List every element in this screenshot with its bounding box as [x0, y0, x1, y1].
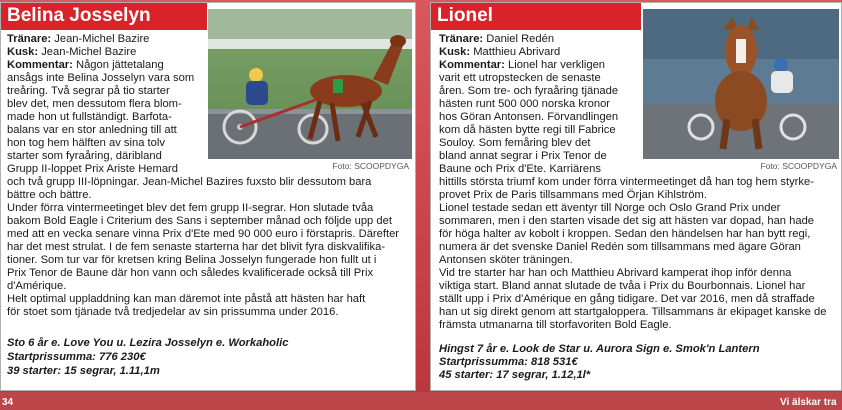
body-line: bakom Bold Eagle i Criterium des Sans i september månad och följde upp det [7, 215, 392, 227]
trainer-value: Daniel Redén [486, 33, 555, 45]
pedigree: Sto 6 år e. Love You u. Lezira Josselyn e. Workaholic [7, 337, 289, 349]
body-line: för stoet som tjänade två tredjedelar av sin prissumma under 2016. [7, 306, 339, 318]
body-line: för höga halter av kobolt i kroppen. Sedan den händelsen har han bytt regi, [439, 228, 811, 240]
body-line: viktiga start. Bland annat slutade de tvåa i Prix du Bourbonnais. Lionel har [439, 280, 806, 292]
photo-credit: Foto: SCOOPDYGA [332, 161, 409, 171]
body-line: han ut sig direkt genom att startgaloppera. Tillsammans är ekipaget kanske de [439, 306, 827, 318]
body-line: Prix Tenor de Baune där hon vann och således kvalificerade också till Prix [7, 267, 374, 279]
body-line: bättre och bättre. [7, 189, 92, 201]
record: 45 starter: 17 segrar, 1.12,1l* [439, 369, 591, 381]
body-line: Under förra vintermeetinget blev det fem grupp II-segrar. Hon slutade tvåa [7, 202, 374, 214]
comment-label: Kommentar: [7, 59, 73, 71]
comment-line [439, 59, 605, 72]
body-line: hittills största triumf kom under förra vintermeetinget då han tog hem styrke- [439, 176, 814, 188]
driver-label: Kusk: [439, 46, 471, 58]
earnings: Startprissumma: 776 230€ [7, 351, 146, 363]
article-title: Belina Josselyn [7, 5, 151, 26]
driver-value: Matthieu Abrivard [473, 46, 561, 58]
comment-first: Någon jättetalang [76, 59, 164, 71]
body-line: Grupp II-loppet Prix Ariste Hemard [7, 163, 178, 175]
body-line: varit ett utropstecken de senaste [439, 72, 601, 84]
body-line: kom då hästen bytte regi till Fabrice [439, 124, 616, 136]
body-line: Vid tre starter har han och Matthieu Abrivard kamperat ihop inför denna [439, 267, 792, 279]
body-line: Souloy. Som femåring blev det [439, 137, 591, 149]
trainer-label: Tränare: [7, 33, 52, 45]
trainer-value: Jean-Michel Bazire [54, 33, 150, 45]
article-belina-josselyn [0, 2, 416, 391]
record: 39 starter: 15 segrar, 1.11,1m [7, 365, 160, 377]
trainer-line [7, 33, 149, 46]
trainer-label: Tränare: [439, 33, 484, 45]
page-number: 34 [2, 397, 14, 408]
body-line: ställt upp i Prix d'Amérique en gång tidigare. Det var 2016, men då straffade [439, 293, 815, 305]
comment-first: Lionel har verkligen [508, 59, 606, 71]
body-line: balans var en stor anledning till att [7, 124, 177, 136]
body-line: Baune och Prix d'Ete. Karriärens [439, 163, 601, 175]
article-lionel [430, 2, 842, 391]
photo-credit: Foto: SCOOPDYGA [760, 161, 837, 171]
body-line: Helt optimal uppladdning kan man däremot inte påstå att hästen har haft [7, 293, 366, 305]
body-line: starter som fyraåring, däribland [7, 150, 162, 162]
body-line: hon tog hem hälften av sina tolv [7, 137, 165, 149]
driver-label: Kusk: [7, 46, 39, 58]
body-line: ansågs inte Belina Josselyn vara som [7, 72, 195, 84]
body-line: numera är det svenske Daniel Redén som tillsammans med ägare Göran [439, 241, 801, 253]
body-line: hos Göran Antonsen. Förvandlingen [439, 111, 619, 123]
comment-label: Kommentar: [439, 59, 505, 71]
body-line: d'Amérique. [7, 280, 67, 292]
body-line: och två grupp III-löpningar. Jean-Michel Bazires fuxsto blir dessutom bara [7, 176, 372, 188]
body-line: främsta utmanarna till storfavoriten Bold Eagle. [439, 319, 672, 331]
body-line: treåring. Två segrar på tio starter [7, 85, 170, 97]
body-line: hästen runt 500 000 norska kronor [439, 98, 611, 110]
trainer-line [439, 33, 554, 46]
body-line: blev det, men dessutom flera blom- [7, 98, 182, 110]
footer-tagline: Vi älskar tra [780, 397, 837, 408]
article-title: Lionel [437, 5, 493, 26]
body-line: provet Prix de Paris tillsammans med Örjan Kihlström. [439, 189, 707, 201]
body-line: bland annat segrar i Prix Tenor de [439, 150, 607, 162]
body-line: Lionel testade sedan ett äventyr till Norge och Oslo Grand Prix under [439, 202, 781, 214]
body-line: Antonsen sköter träningen. [439, 254, 573, 266]
earnings: Startprissumma: 818 531€ [439, 356, 578, 368]
body-line: tioner. Som tur var för kretsen kring Belina Josselyn fungerade hon fullt ut i [7, 254, 377, 266]
comment-line [7, 59, 164, 72]
driver-value: Jean-Michel Bazire [41, 46, 137, 58]
body-line: sommaren, men i den starten visade det sig att hästen var dopad, han hade [439, 215, 815, 227]
body-line: åren. Som tre- och fyraåring tjänade [439, 85, 619, 97]
body-line: med att en vecka senare vinna Prix d'Ete med 90 000 euro i förstapris. Därefter [7, 228, 400, 240]
driver-line [439, 46, 560, 59]
driver-line [7, 46, 136, 59]
body-line: har det mest strulat. I de fem senaste starterna har det blivit fyra diskvalifika- [7, 241, 386, 253]
body-line: made hon ut fullständigt. Barfota- [7, 111, 172, 123]
pedigree: Hingst 7 år e. Look de Star u. Aurora Sign e. Smok'n Lantern [439, 343, 760, 355]
